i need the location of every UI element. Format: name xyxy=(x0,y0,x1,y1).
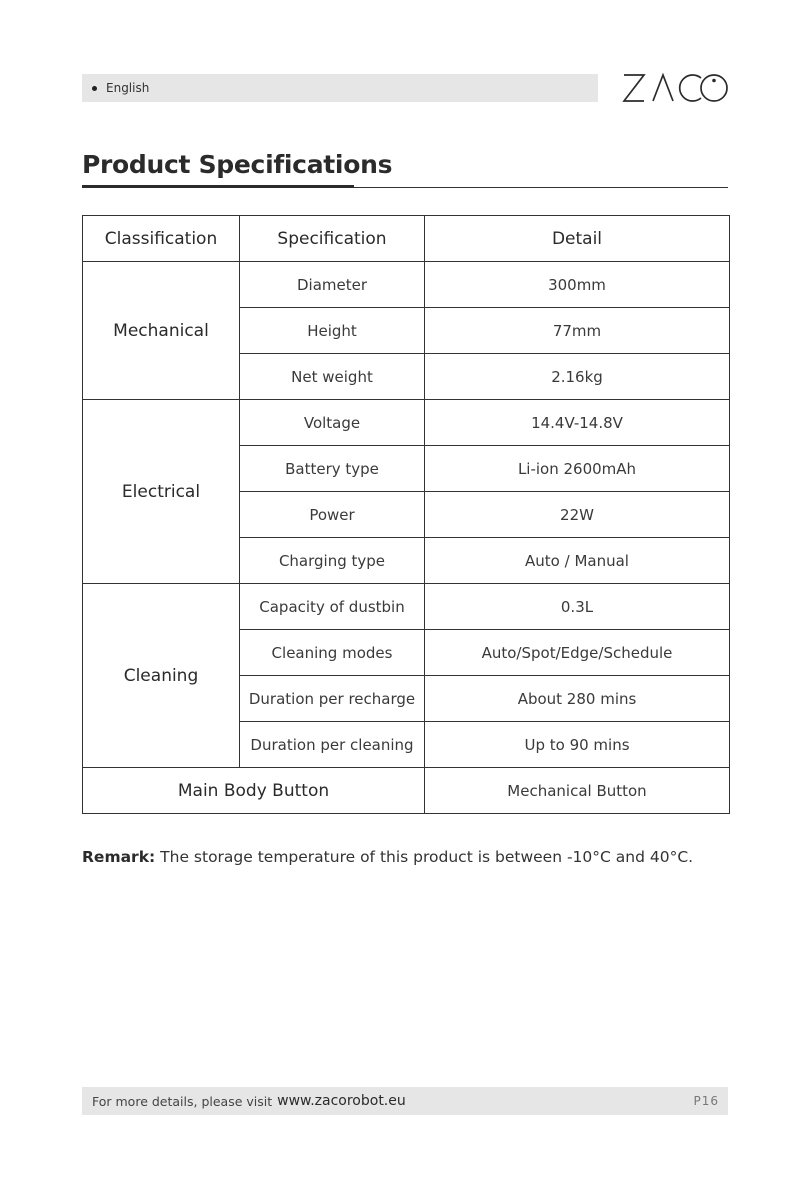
spec-cell: Cleaning modes xyxy=(240,630,425,676)
main-body-button-label: Main Body Button xyxy=(83,768,425,814)
spec-cell: Diameter xyxy=(240,262,425,308)
bullet-icon xyxy=(92,86,97,91)
spec-cell: Capacity of dustbin xyxy=(240,584,425,630)
detail-cell: About 280 mins xyxy=(425,676,730,722)
language-bar xyxy=(82,74,598,102)
footer-bar xyxy=(82,1087,728,1115)
table-row xyxy=(83,400,730,446)
detail-cell: 22W xyxy=(425,492,730,538)
header-specification: Specification xyxy=(240,216,425,262)
zaco-logo xyxy=(622,72,730,104)
footer-url-link[interactable]: www.zacorobot.eu xyxy=(277,1093,406,1109)
detail-cell: Auto/Spot/Edge/Schedule xyxy=(425,630,730,676)
footer-text: For more details, please visit xyxy=(92,1093,273,1109)
table-row xyxy=(83,262,730,308)
logo-dot xyxy=(712,79,716,83)
spec-cell: Duration per cleaning xyxy=(240,722,425,768)
spec-cell: Voltage xyxy=(240,400,425,446)
remark-label: Remark: xyxy=(82,848,156,866)
spec-cell: Net weight xyxy=(240,354,425,400)
detail-cell: Up to 90 mins xyxy=(425,722,730,768)
table-header-row xyxy=(83,216,730,262)
spec-cell: Power xyxy=(240,492,425,538)
spec-cell: Charging type xyxy=(240,538,425,584)
page-title: Product Specifications xyxy=(82,150,393,179)
classification-cleaning: Cleaning xyxy=(83,584,240,768)
remark xyxy=(82,848,693,866)
logo-letter-c xyxy=(680,75,701,101)
title-underline xyxy=(82,185,354,188)
detail-cell: 300mm xyxy=(425,262,730,308)
page-number: P16 xyxy=(693,1094,719,1108)
header-classification: Classification xyxy=(83,216,240,262)
header-detail: Detail xyxy=(425,216,730,262)
detail-cell: Mechanical Button xyxy=(425,768,730,814)
detail-cell: 14.4V-14.8V xyxy=(425,400,730,446)
detail-cell: Auto / Manual xyxy=(425,538,730,584)
detail-cell: 2.16kg xyxy=(425,354,730,400)
classification-mechanical: Mechanical xyxy=(83,262,240,400)
detail-cell: Li-ion 2600mAh xyxy=(425,446,730,492)
detail-cell: 0.3L xyxy=(425,584,730,630)
spec-cell: Battery type xyxy=(240,446,425,492)
detail-cell: 77mm xyxy=(425,308,730,354)
table-row xyxy=(83,584,730,630)
remark-text: The storage temperature of this product is between -10°C and 40°C. xyxy=(160,848,694,866)
logo-letter-a xyxy=(653,75,673,101)
spec-cell: Duration per recharge xyxy=(240,676,425,722)
classification-electrical: Electrical xyxy=(83,400,240,584)
spec-table xyxy=(82,215,730,814)
spec-cell: Height xyxy=(240,308,425,354)
logo-letter-z xyxy=(624,75,644,101)
language-label: English xyxy=(106,81,150,95)
table-row-main-body xyxy=(83,768,730,814)
